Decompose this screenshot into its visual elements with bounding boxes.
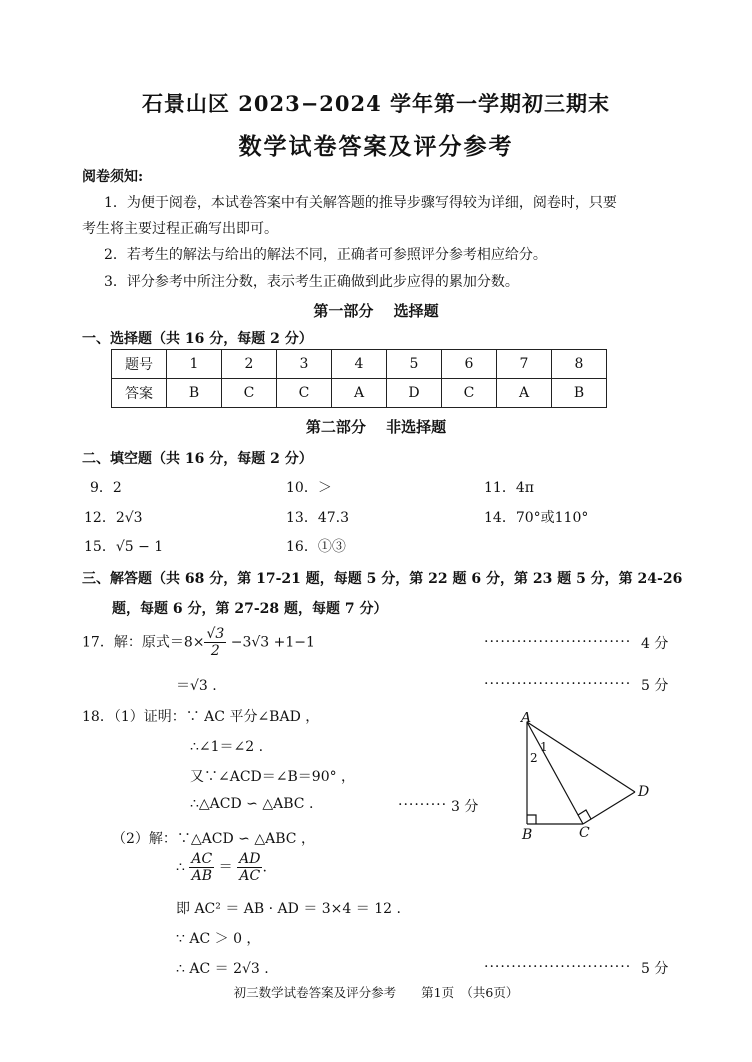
q18-period: .: [262, 859, 267, 876]
q18-score-3: 3 分: [451, 799, 479, 815]
section1-heading: 一、选择题（共 16 分，每题 2 分）: [82, 331, 313, 347]
q18-equals: ＝: [218, 859, 233, 876]
section3-heading-line1: 三、解答题（共 68 分，第 17-21 题，每题 5 分，第 22 题 6 分，第 23 题 5 分，第 24-26: [82, 571, 683, 587]
fill-q11: 11．4π: [484, 480, 534, 496]
table-cell: B: [167, 379, 222, 408]
q18-line8: ∵ AC ＞ 0 ，: [176, 931, 261, 947]
doc-subtitle: 数学试卷答案及评分参考: [238, 133, 514, 160]
note-1b: 考生将主要过程正确写出即可。: [82, 221, 278, 237]
frac-den: AB: [191, 868, 212, 884]
part1-heading: 第一部分 选择题: [313, 302, 439, 320]
q18-dots-5: ...........................: [484, 955, 632, 971]
table-cell: 1: [167, 350, 222, 379]
q17-line2: ＝√3 .: [176, 678, 217, 694]
angle-2-label: 2: [530, 751, 538, 765]
fill-q14: 14．70°或110°: [484, 510, 589, 526]
fill-q12: 12．2√3: [84, 510, 143, 526]
section3-heading-line2: 题，每题 6 分，第 27-28 题，每题 7 分）: [112, 601, 388, 617]
fill-q10: 10．＞: [286, 480, 332, 496]
q18-line9: ∴ AC ＝ 2√3 .: [176, 961, 269, 977]
q17-frac-den: 2: [210, 643, 220, 659]
section2-heading: 二、填空题（共 16 分，每题 2 分）: [82, 451, 313, 467]
table-cell: C: [222, 379, 277, 408]
fill-q13: 13．47.3: [286, 510, 349, 526]
frac-num: AD: [239, 851, 261, 867]
q17-prefix: 17．解：原式＝8×: [82, 634, 205, 651]
answer-table: [111, 349, 607, 408]
fill-q15: 15．√5 − 1: [84, 539, 164, 555]
q18-dots-3: .........: [398, 793, 448, 809]
q17-frac-num: √3: [206, 626, 225, 642]
q17-rest: −3√3 +1−1: [226, 634, 315, 651]
table-cell: 8: [552, 350, 607, 379]
q17-line1: [82, 626, 315, 659]
note-3: 3．评分参考中所注分数，表示考生正确做到此步应得的累加分数。: [104, 274, 519, 290]
q18-line3: 又∵∠ACD＝∠B＝90° ，: [190, 769, 356, 785]
label-c: C: [579, 825, 590, 841]
q18-line2: ∴∠1＝∠2 .: [190, 739, 264, 755]
table-cell: 2: [222, 350, 277, 379]
segment-ad: [527, 722, 635, 792]
page-footer: 初三数学试卷答案及评分参考 第1页 （共6页）: [233, 985, 519, 1000]
table-cell: C: [277, 379, 332, 408]
q18-line1: 18．（1）证明：∵ AC 平分∠BAD ，: [82, 709, 320, 725]
table-row: [112, 350, 607, 379]
q18-line7: 即 AC² ＝ AB · AD ＝ 3×4 ＝ 12 .: [176, 901, 401, 917]
table-cell: 7: [497, 350, 552, 379]
q18-fraction-1: [189, 851, 214, 884]
q18-fraction-2: [237, 851, 262, 884]
q18-part2-line1: （2）解：∵△ACD ∽ △ABC ，: [112, 831, 315, 847]
table-cell: 4: [332, 350, 387, 379]
notes-heading: 阅卷须知:: [82, 169, 144, 185]
segment-ac: [527, 722, 583, 824]
table-cell: 5: [387, 350, 442, 379]
q18-score-5: 5 分: [641, 961, 669, 977]
note-2: 2．若考生的解法与给出的解法不同，正确者可参照评分参考相应给分。: [104, 247, 547, 263]
q17-dots-1: ...........................: [484, 630, 632, 646]
right-angle-b: [527, 815, 536, 824]
frac-num: AC: [191, 851, 213, 867]
answer-label-cell: 答案: [112, 379, 167, 408]
table-cell: A: [497, 379, 552, 408]
table-cell: D: [387, 379, 442, 408]
q17-dots-2: ...........................: [484, 672, 632, 688]
triangle-figure: [505, 712, 665, 847]
table-cell: B: [552, 379, 607, 408]
label-a: A: [521, 712, 532, 726]
table-cell: 6: [442, 350, 497, 379]
angle-1-label: 1: [540, 740, 548, 754]
table-cell: A: [332, 379, 387, 408]
label-b: B: [522, 827, 533, 843]
q17-fraction: [204, 626, 226, 659]
part2-heading: 第二部分 非选择题: [305, 418, 447, 436]
q17-score-1: 4 分: [641, 636, 669, 652]
fill-q16: 16．①③: [286, 539, 346, 555]
table-row: [112, 379, 607, 408]
segment-cd: [583, 792, 635, 824]
doc-title: 石景山区 2023−2024 学年第一学期初三期末: [141, 91, 611, 116]
table-cell: 3: [277, 350, 332, 379]
frac-den: AC: [239, 868, 261, 884]
label-d: D: [638, 784, 650, 800]
q18-therefore: ∴: [176, 859, 185, 876]
q18-line4: ∴△ACD ∽ △ABC .: [190, 796, 314, 812]
q17-score-2: 5 分: [641, 678, 669, 694]
note-1a: 1．为便于阅卷，本试卷答案中有关解答题的推导步骤写得较为详细，阅卷时，只要: [104, 195, 617, 211]
header-label-cell: 题号: [112, 350, 167, 379]
fill-q9: 9．2: [90, 480, 122, 496]
table-cell: C: [442, 379, 497, 408]
q18-proportion: [176, 851, 267, 884]
